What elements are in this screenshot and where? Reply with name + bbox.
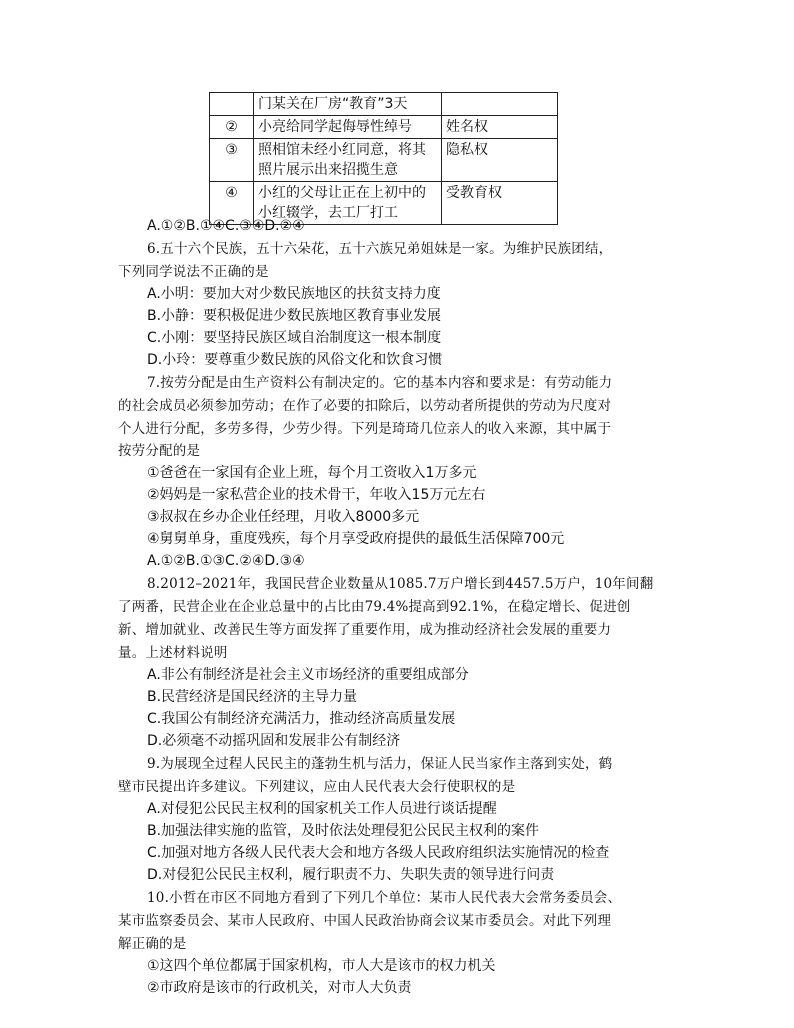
q6-option-b: B.小静：要积极促进少数民族地区教育事业发展	[147, 308, 442, 324]
q9-stem-line-2: 壁市民提出许多建议。下列建议，应由人民代表大会行使职权的是	[118, 779, 516, 795]
q9-stem-line-1: 9.为展现全过程人民民主的蓬勃生机与活力，保证人民当家作主落到实处，鹤	[147, 756, 613, 772]
q9-option-d: D.对侵犯公民民主权利，履行职责不力、失职失责的领导进行问责	[147, 867, 555, 883]
table-cell-right: 隐私权	[442, 139, 558, 182]
q7-stem-line-2: 的社会成员必须参加劳动；在作了必要的扣除后，以劳动者所提供的劳动为尺度对	[118, 398, 612, 414]
q7-options: A.①②B.①③C.②④D.③④	[147, 553, 305, 569]
table-cell-event: 小红的父母让正在上初中的小红辍学，去工厂打工	[254, 182, 442, 225]
q10-stem-line-3: 解正确的是	[118, 936, 187, 952]
table-row	[210, 139, 558, 182]
q8-stem-line-2: 了两番，民营企业在企业总量中的占比由79.4%提高到92.1%，在稳定增长、促进创	[118, 599, 631, 615]
table-cell-right	[442, 93, 558, 116]
q7-statement-2: ②妈妈是一家私营企业的技术骨干，年收入15万元左右	[147, 487, 486, 503]
q5-options: A.①②B.①④C.③④D.②④	[147, 218, 305, 234]
table-cell-num: ②	[210, 116, 254, 139]
q7-stem-line-1: 7.按劳分配是由生产资料公有制决定的。它的基本内容和要求是：有劳动能力	[147, 375, 613, 391]
q8-option-a: A.非公有制经济是社会主义市场经济的重要组成部分	[147, 667, 469, 683]
q7-stem-line-3: 个人进行分配，多劳多得，少劳少得。下列是琦琦几位亲人的收入来源，其中属于	[118, 421, 612, 437]
q10-stem-line-1: 10.小哲在市区不同地方看到了下列几个单位：某市人民代表大会常务委员会、	[147, 890, 622, 906]
q8-stem-line-3: 新、增加就业、改善民生等方面发挥了重要作用，成为推动经济社会发展的重要力	[118, 622, 612, 638]
table-cell-num: ③	[210, 139, 254, 182]
q6-option-c: C.小刚：要坚持民族区域自治制度这一根本制度	[147, 330, 442, 346]
table-cell-right: 受教育权	[442, 182, 558, 225]
q8-option-c: C.我国公有制经济充满活力，推动经济高质量发展	[147, 711, 456, 727]
q10-statement-1: ①这四个单位都属于国家机构，市人大是该市的权力机关	[147, 958, 496, 974]
table-row	[210, 116, 558, 139]
q7-statement-3: ③叔叔在乡办企业任经理，月收入8000多元	[147, 509, 420, 525]
q6-option-a: A.小明：要加大对少数民族地区的扶贫支持力度	[147, 286, 441, 302]
q7-statement-1: ①爸爸在一家国有企业上班，每个月工资收入1万多元	[147, 465, 477, 481]
q8-stem-line-4: 量。上述材料说明	[118, 645, 228, 661]
q7-stem-line-4: 按劳分配的是	[118, 443, 201, 459]
q8-option-b: B.民营经济是国民经济的主导力量	[147, 689, 358, 705]
table-cell-event: 门某关在厂房“教育”3天	[254, 93, 442, 116]
q6-option-d: D.小玲：要尊重少数民族的风俗文化和饮食习惯	[147, 352, 443, 368]
q8-option-d: D.必须毫不动摇巩固和发展非公有制经济	[147, 733, 401, 749]
q8-stem-line-1: 8.2012–2021年，我国民营企业数量从1085.7万户增长到4457.5万户，10年间翻	[147, 576, 654, 592]
q10-stem-line-2: 某市监察委员会、某市人民政府、中国人民政治协商会议某市委员会。对此下列理	[118, 913, 612, 929]
q9-option-a: A.对侵犯公民民主权利的国家机关工作人员进行谈话提醒	[147, 801, 497, 817]
q9-option-b: B.加强法律实施的监管，及时依法处理侵犯公民民主权利的案件	[147, 823, 540, 839]
q10-statement-2: ②市政府是该市的行政机关，对市人大负责	[147, 980, 412, 996]
table-cell-event: 照相馆未经小红同意，将其照片展示出来招揽生意	[254, 139, 442, 182]
q6-stem-line-2: 下列同学说法不正确的是	[118, 264, 269, 280]
table-cell-num	[210, 93, 254, 116]
table-cell-num: ④	[210, 182, 254, 225]
table-cell-event: 小亮给同学起侮辱性绰号	[254, 116, 442, 139]
q9-option-c: C.加强对地方各级人民代表大会和地方各级人民政府组织法实施情况的检查	[147, 845, 610, 861]
table-cell-right: 姓名权	[442, 116, 558, 139]
q6-stem-line-1: 6.五十六个民族，五十六朵花，五十六族兄弟姐妹是一家。为维护民族团结，	[147, 241, 613, 257]
rights-table	[209, 92, 558, 225]
q7-statement-4: ④舅舅单身，重度残疾，每个月享受政府提供的最低生活保障700元	[147, 531, 565, 547]
table-row	[210, 93, 558, 116]
